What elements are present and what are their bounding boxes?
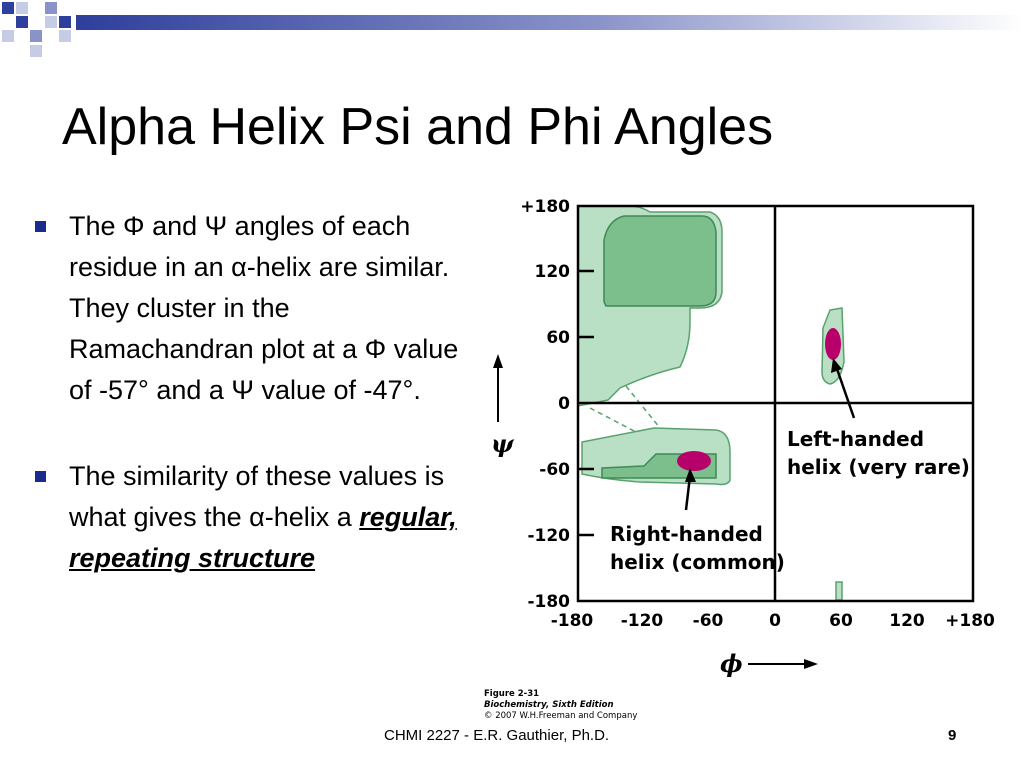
y-tick-label: 60 — [546, 328, 570, 348]
y-tick-label: 0 — [558, 394, 570, 414]
bridge-dash — [626, 386, 660, 428]
x-tick-label: 60 — [829, 611, 853, 631]
decor-square — [16, 2, 28, 14]
y-tick-label: -60 — [539, 460, 570, 480]
y-tick-label: +180 — [520, 197, 570, 217]
bullet-text: The Φ and Ψ angles of each residue in an α-helix are similar. They cluster in the Ramachandran plot at a Φ value of -57° and a Ψ value of -47°. — [69, 211, 459, 405]
decor-square — [30, 45, 42, 57]
slide-title: Alpha Helix Psi and Phi Angles — [62, 98, 774, 156]
psi-axis-arrowhead — [493, 354, 503, 368]
header-gradient-bar — [76, 15, 1024, 30]
x-tick-label: -60 — [692, 611, 724, 631]
ramachandran-plot — [484, 192, 1010, 722]
phi-axis-arrowhead — [804, 659, 818, 669]
decor-square — [45, 16, 57, 28]
header-decoration — [0, 0, 1024, 62]
y-tick-label: -120 — [527, 526, 570, 546]
right-helix-label: helix (common) — [610, 550, 785, 574]
left-handed-helix-marker — [825, 328, 841, 360]
bridge-dash — [590, 408, 636, 432]
bullet-emphasis: regular, repeating structure — [69, 502, 457, 573]
decor-square — [45, 2, 57, 14]
decor-square — [59, 16, 71, 28]
left-helix-pointer — [836, 366, 854, 418]
decor-square — [59, 30, 71, 42]
decor-square — [30, 30, 42, 42]
phi-axis-symbol: ϕ — [720, 649, 743, 678]
x-tick-label: +180 — [945, 611, 995, 631]
page-number: 9 — [948, 727, 957, 744]
bullet-item — [32, 456, 472, 579]
square-bullet-icon — [35, 471, 46, 482]
decor-square — [2, 2, 14, 14]
x-tick-label: -180 — [550, 611, 594, 631]
figure-caption-book: Biochemistry, Sixth Edition — [484, 700, 614, 710]
bullet-list — [32, 206, 472, 579]
y-tick-label: 120 — [534, 262, 570, 282]
decor-square — [16, 16, 28, 28]
figure-caption-copyright: © 2007 W.H.Freeman and Company — [484, 711, 638, 721]
x-tick-label: 120 — [889, 611, 925, 631]
square-bullet-icon — [35, 221, 46, 232]
left-helix-label: Left-handed — [787, 427, 925, 451]
favorable-region-beta — [604, 216, 716, 306]
x-tick-label: -120 — [620, 611, 664, 631]
bullet-item — [32, 206, 472, 411]
right-helix-label: Right-handed — [610, 522, 763, 546]
figure-caption-number: Figure 2-31 — [484, 689, 540, 699]
x-tick-label: 0 — [769, 611, 781, 631]
bullet-text: The similarity of these values is what gives the α-helix a — [69, 461, 445, 532]
psi-axis-symbol: ψ — [491, 429, 514, 458]
right-handed-helix-marker — [677, 451, 711, 471]
y-tick-label: -180 — [527, 592, 570, 612]
slide-footer: CHMI 2227 - E.R. Gauthier, Ph.D. — [384, 727, 610, 744]
allowed-region-gly — [836, 582, 842, 600]
left-helix-label: helix (very rare) — [787, 455, 970, 479]
decor-square — [2, 30, 14, 42]
